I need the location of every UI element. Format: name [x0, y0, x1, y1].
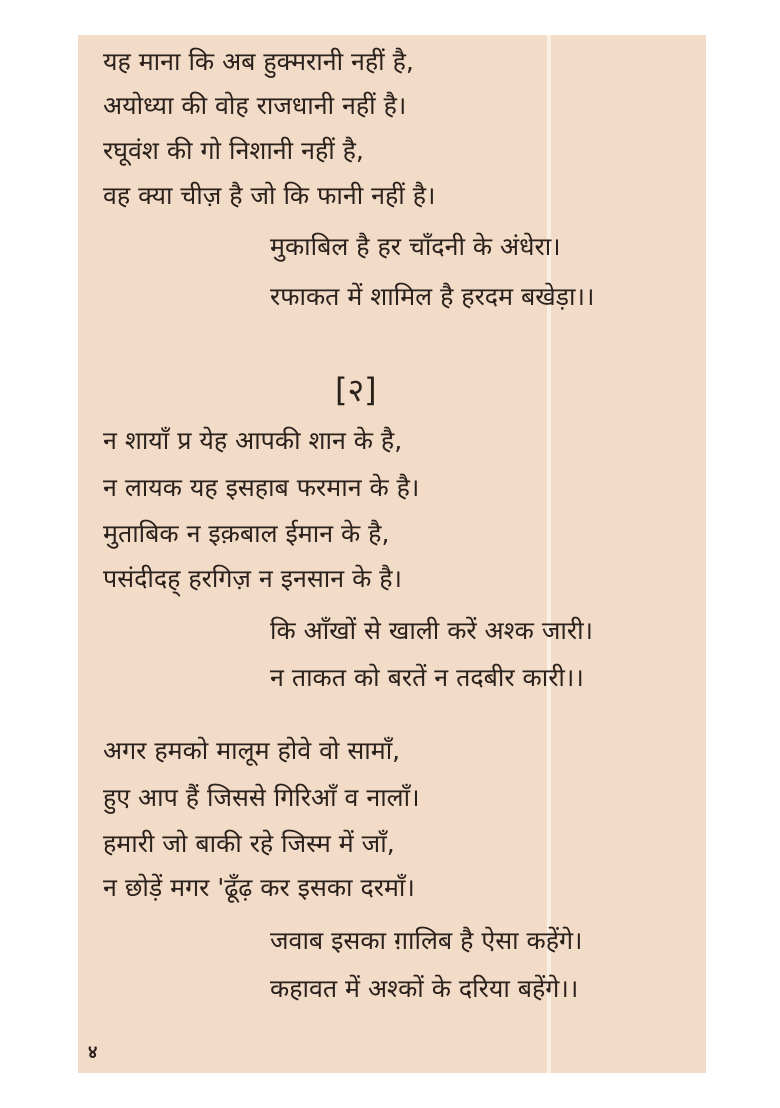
couplet-line: रफाकत में शामिल है हरदम बखेड़ा।। [270, 282, 595, 311]
couplet-line: जवाब इसका ग़ालिब है ऐसा कहेंगे। [270, 926, 583, 955]
verse-line: पसंदीदह् हरगिज़ न इनसान के है। [103, 564, 402, 593]
verse-line: हमारी जो बाकी रहे जिस्म में जाँ, [103, 829, 395, 858]
verse-line: न लायक यह इसहाब फरमान के है। [103, 473, 420, 502]
page-number: ४ [88, 1042, 98, 1063]
couplet-line: कि आँखों से खाली करें अश्क जारी। [270, 616, 594, 645]
verse-line: यह माना कि अब हुक्मरानी नहीं है, [103, 47, 414, 76]
verse-line: न छोड़ें मगर 'ढूँढ़ कर इसका दरमाँ। [103, 873, 415, 902]
couplet-line: न ताकत को बरतें न तदबीर कारी।। [270, 663, 584, 692]
verse-line: हुए आप हैं जिससे गिरिआँ व नालाँ। [103, 783, 420, 812]
couplet-line: कहावत में अश्कों के दरिया बहेंगे।। [270, 974, 579, 1003]
verse-line: अयोध्या की वोह राजधानी नहीं है। [103, 91, 407, 120]
section-heading: [२] [335, 371, 377, 409]
verse-line: न शायाँ प्र येह आपकी शान के है, [103, 426, 403, 455]
verse-line: वह क्या चीज़ है जो कि फानी नहीं है। [103, 181, 436, 210]
verse-line: अगर हमको मालूम होवे वो सामाँ, [103, 736, 401, 765]
verse-line: रघूवंश की गो निशानी नहीं है, [103, 136, 364, 165]
couplet-line: मुकाबिल है हर चाँदनी के अंधेरा। [270, 232, 561, 261]
page-fold-crease [547, 35, 551, 1073]
verse-line: मुताबिक न इक़बाल ईमान के है, [103, 519, 390, 548]
